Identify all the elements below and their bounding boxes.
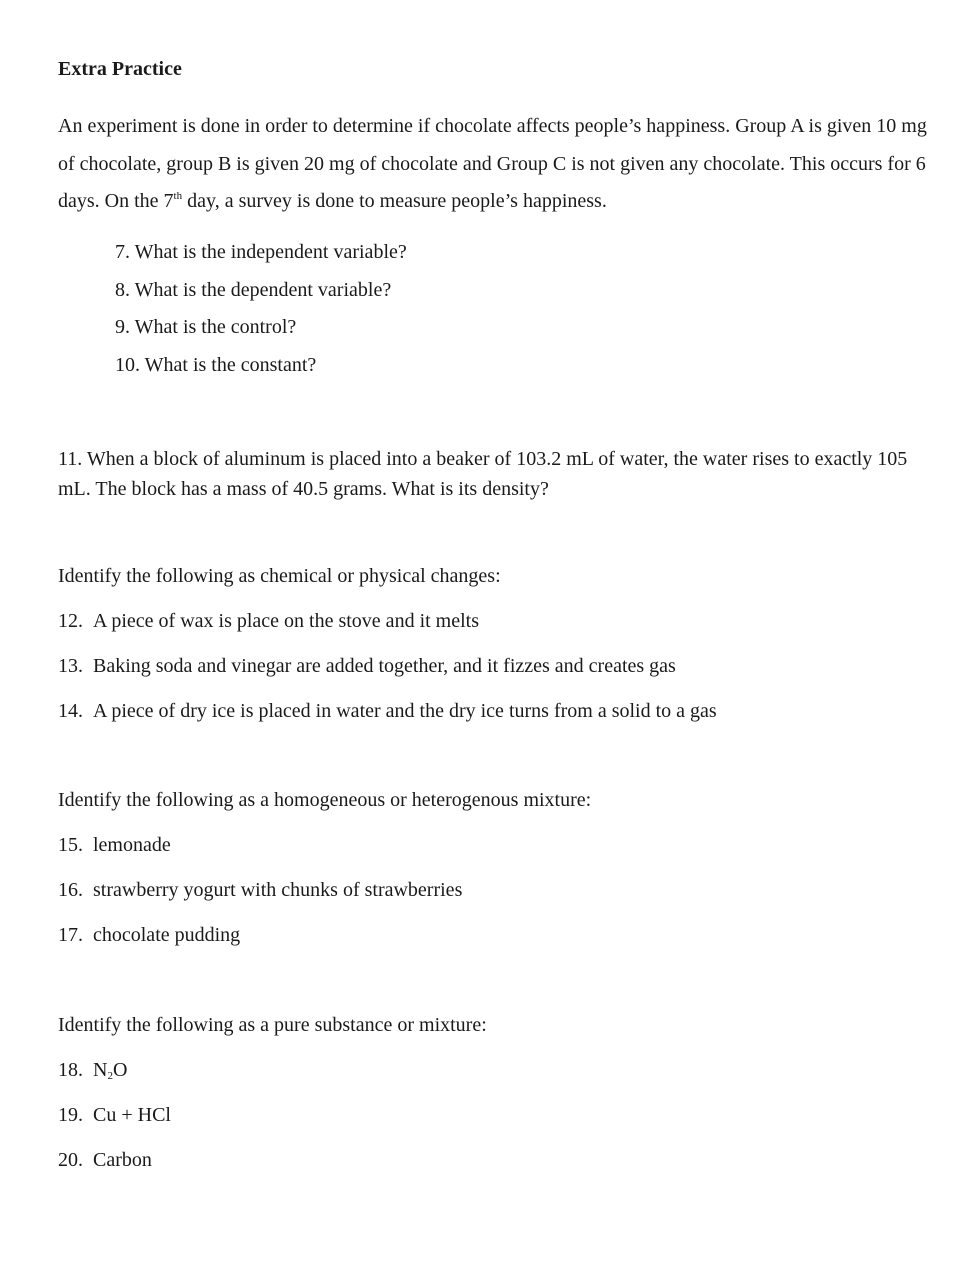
question-number: 12. bbox=[58, 610, 83, 632]
experiment-description bbox=[58, 108, 928, 221]
question-number: 13. bbox=[58, 655, 83, 677]
intro-text-part2: day, a survey is done to measure people’s happiness. bbox=[182, 190, 607, 212]
question-number: 18. bbox=[58, 1059, 83, 1081]
question-number: 17. bbox=[58, 924, 83, 946]
question-12 bbox=[58, 610, 479, 633]
question-14 bbox=[58, 700, 717, 723]
question-text: strawberry yogurt with chunks of strawberries bbox=[93, 879, 463, 901]
question-text: chocolate pudding bbox=[93, 924, 241, 946]
question-11-density: 11. When a block of aluminum is placed into a beaker of 103.2 mL of water, the water rises to exactly 105 mL. The block has a mass of 40.5 grams. What is its density? bbox=[58, 448, 908, 500]
question-text: lemonade bbox=[93, 834, 171, 856]
question-20 bbox=[58, 1149, 152, 1172]
question-16 bbox=[58, 879, 462, 902]
question-text: Carbon bbox=[93, 1149, 152, 1171]
question-number: 16. bbox=[58, 879, 83, 901]
question-19 bbox=[58, 1104, 171, 1127]
question-17 bbox=[58, 924, 240, 947]
question-10: 10. What is the constant? bbox=[115, 354, 317, 376]
question-text: A piece of dry ice is placed in water and the dry ice turns from a solid to a gas bbox=[93, 700, 717, 722]
mixtures-heading: Identify the following as a homogeneous or heterogenous mixture: bbox=[58, 789, 592, 811]
intro-text-part1: An experiment is done in order to determine if chocolate affects people’s happiness. Group A is given 10 mg of chocolate, group B is given 20 mg of chocolate and Group C is not given any chocolate. This occurs for 6 days. On the 7 bbox=[58, 115, 927, 212]
formula-element: N bbox=[93, 1059, 108, 1081]
ordinal-superscript: th bbox=[173, 190, 183, 202]
question-text: A piece of wax is place on the stove and it melts bbox=[93, 610, 480, 632]
question-8: 8. What is the dependent variable? bbox=[115, 279, 392, 301]
question-15 bbox=[58, 834, 171, 857]
question-18 bbox=[58, 1059, 127, 1082]
question-text: Cu + HCl bbox=[93, 1104, 171, 1126]
changes-heading: Identify the following as chemical or physical changes: bbox=[58, 565, 501, 587]
question-number: 19. bbox=[58, 1104, 83, 1126]
formula-subscript: 2 bbox=[107, 1070, 113, 1082]
question-13 bbox=[58, 655, 676, 678]
question-number: 15. bbox=[58, 834, 83, 856]
question-7: 7. What is the independent variable? bbox=[115, 241, 407, 263]
question-9: 9. What is the control? bbox=[115, 316, 297, 338]
question-number: 14. bbox=[58, 700, 83, 722]
formula-element: O bbox=[112, 1059, 128, 1081]
page-title: Extra Practice bbox=[58, 58, 182, 80]
question-text: Baking soda and vinegar are added together, and it fizzes and creates gas bbox=[93, 655, 676, 677]
question-number: 20. bbox=[58, 1149, 83, 1171]
substances-heading: Identify the following as a pure substance or mixture: bbox=[58, 1014, 487, 1036]
